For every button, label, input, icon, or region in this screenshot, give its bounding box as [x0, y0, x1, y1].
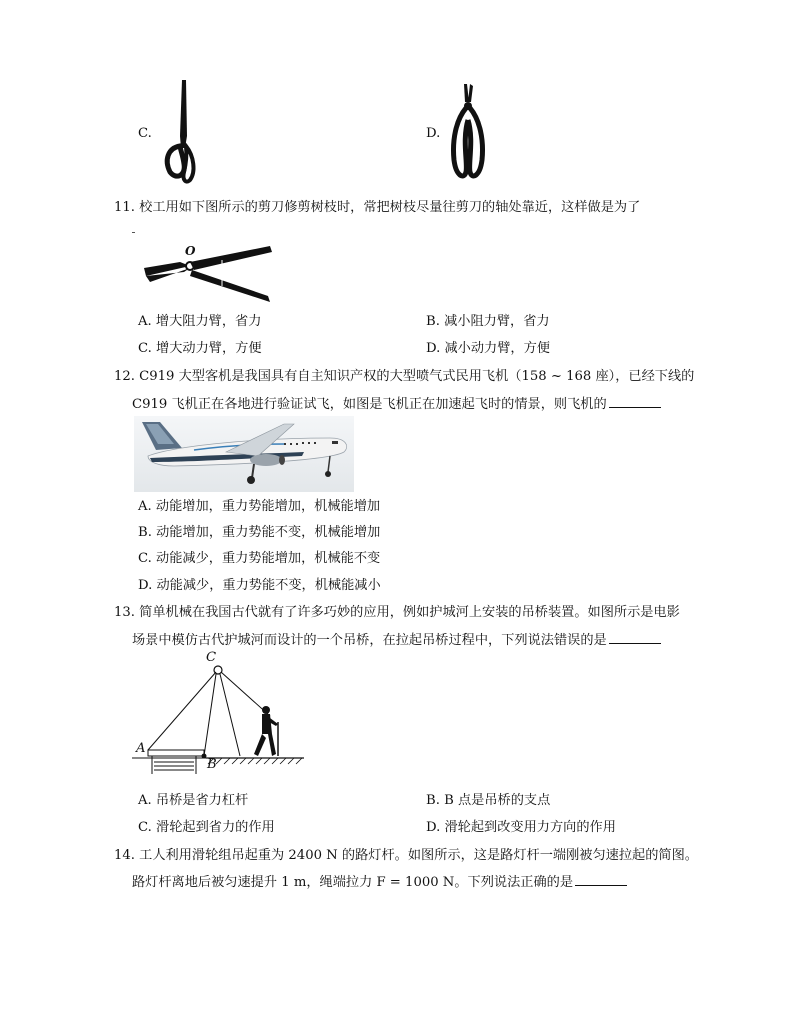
- q13-figure-label-a: A: [136, 741, 146, 756]
- q11-option-c[interactable]: C. 增大动力臂，方便: [138, 341, 262, 356]
- q12-option-a[interactable]: A. 动能增加，重力势能增加，机械能增加: [138, 499, 381, 514]
- q14-answer-blank[interactable]: [575, 873, 627, 886]
- q13-option-c[interactable]: C. 滑轮起到省力的作用: [138, 820, 275, 835]
- pruning-shears-figure: [140, 240, 280, 306]
- q13-figure-label-c: C: [206, 650, 217, 665]
- c919-airplane-photo: [134, 416, 354, 492]
- q11-mark: [132, 232, 135, 233]
- q11-option-d[interactable]: D. 减小动力臂，方便: [426, 341, 550, 356]
- q14-stem-line1: 14. 工人利用滑轮组吊起重为 2400 N 的路灯杆。如图所示，这是路灯杆一端刚被匀速拉起的简图。: [114, 848, 698, 863]
- q12-stem-line2: C919 飞机正在各地进行验证试飞，如图是飞机正在加速起飞时的情景，则飞机的: [132, 395, 661, 414]
- q13-stem-line2: 场景中模仿古代护城河而设计的一个吊桥，在拉起吊桥过程中，下列说法错误的是: [132, 631, 661, 650]
- q11-figure-label-o: O: [185, 244, 196, 258]
- option-c-label: C.: [138, 126, 152, 141]
- pliers-image: [448, 80, 488, 184]
- q11-stem: 11. 校工用如下图所示的剪刀修剪树枝时，常把树枝尽量往剪刀的轴处靠近，这样做是为了: [114, 200, 641, 215]
- q13-option-d[interactable]: D. 滑轮起到改变用力方向的作用: [426, 820, 616, 835]
- q12-option-b[interactable]: B. 动能增加，重力势能不变，机械能增加: [138, 525, 381, 540]
- q14-stem-line2: 路灯杆离地后被匀速提升 1 m，绳端拉力 F = 1000 N。下列说法正确的是: [132, 873, 627, 892]
- q13-answer-blank[interactable]: [609, 631, 661, 644]
- q13-option-a[interactable]: A. 吊桥是省力杠杆: [138, 793, 249, 808]
- q12-stem-line1: 12. C919 大型客机是我国具有自主知识产权的大型喷气式民用飞机（158 ~ 168 座），已经下线的: [114, 369, 695, 384]
- q13-figure-label-b: B: [207, 757, 217, 772]
- q12-option-d[interactable]: D. 动能减少，重力势能不变，机械能减小: [138, 578, 381, 593]
- q13-stem-line1: 13. 简单机械在我国古代就有了许多巧妙的应用，例如护城河上安装的吊桥装置。如图所示是电影: [114, 605, 680, 620]
- q13-option-b[interactable]: B. B 点是吊桥的支点: [426, 793, 551, 808]
- drawbridge-figure: [130, 650, 306, 774]
- option-d-label: D.: [426, 126, 441, 141]
- scissors-image: [156, 76, 206, 188]
- q12-answer-blank[interactable]: [609, 395, 661, 408]
- q12-option-c[interactable]: C. 动能减少，重力势能增加，机械能不变: [138, 551, 381, 566]
- q11-option-a[interactable]: A. 增大阻力臂，省力: [138, 314, 262, 329]
- q11-option-b[interactable]: B. 减小阻力臂，省力: [426, 314, 550, 329]
